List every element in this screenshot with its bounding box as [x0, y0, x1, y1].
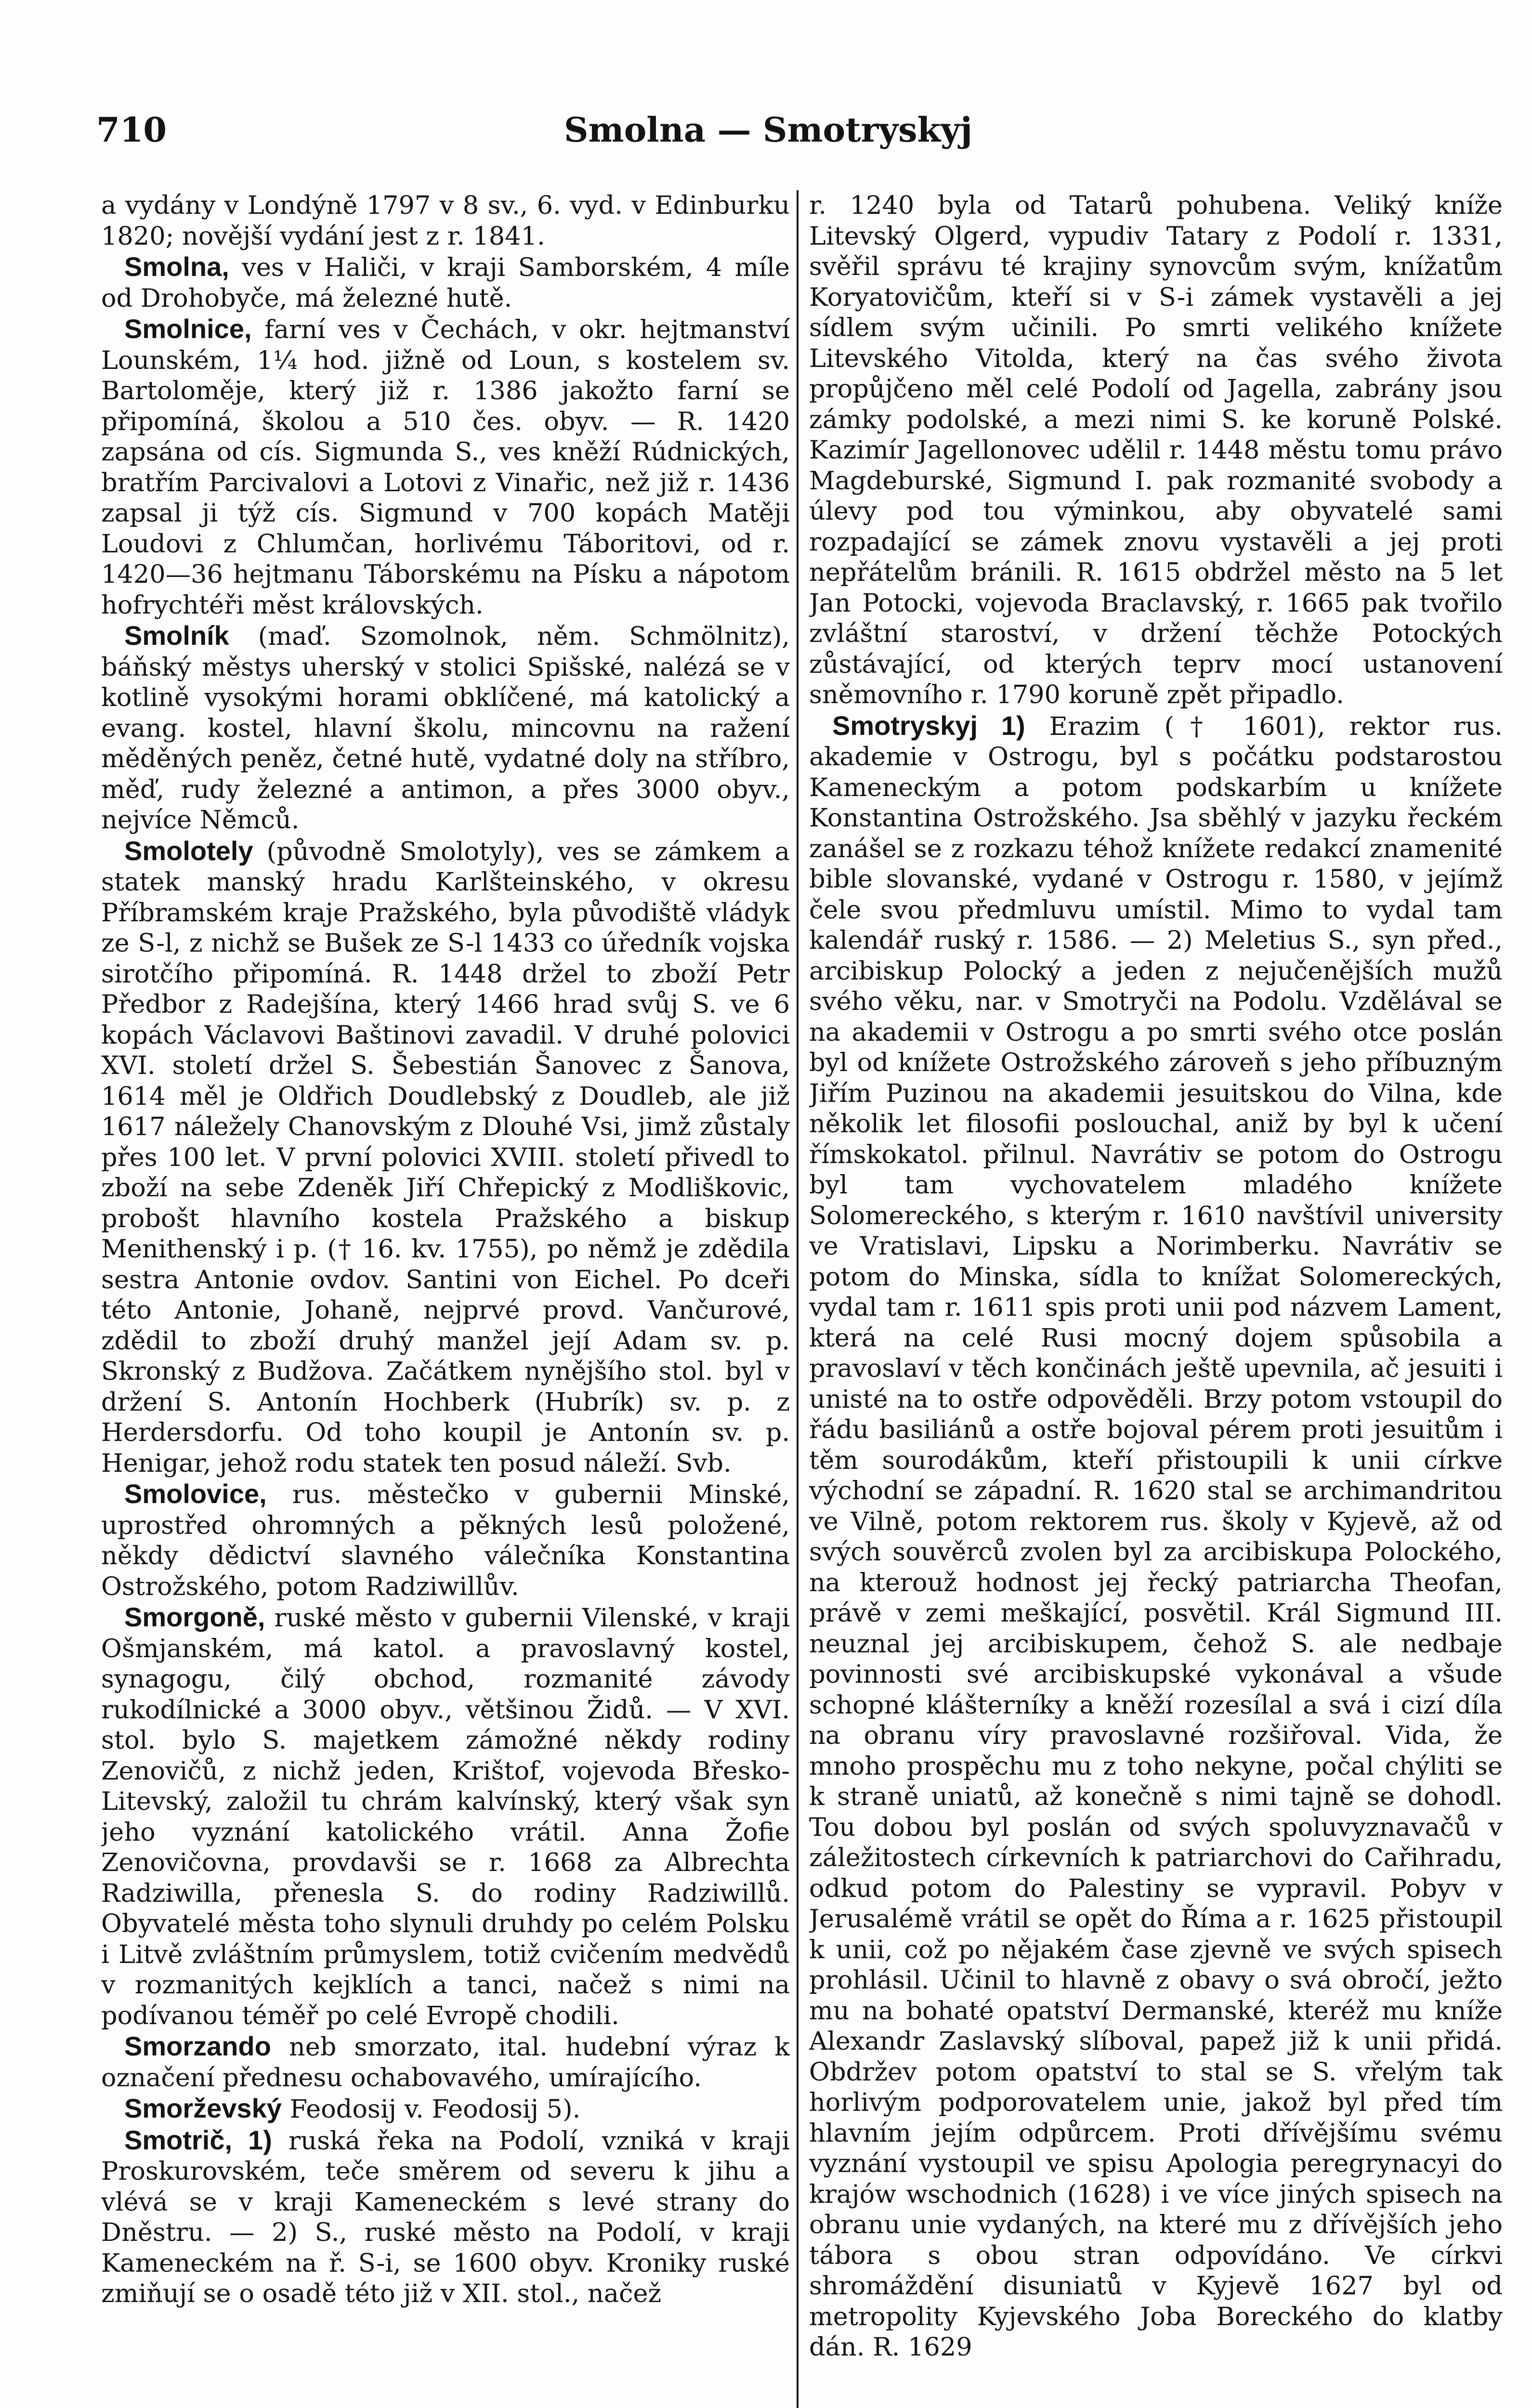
entry-headword: Smolna,	[124, 251, 229, 282]
running-title: Smolna — Smotryskyj	[564, 110, 972, 150]
dictionary-entry	[809, 710, 1503, 2363]
entry-headword: Smotrič, 1)	[124, 2124, 272, 2155]
entry-text: ruská řeka na Podolí, vzniká v kraji Proskurovském, teče směrem od severu k jihu a vlévá se v kraji Kameneckém s levé strany do Dněstru. — 2) S., ruské město na Podolí, v kraji Kameneckém na ř. S-i, se 1600 obyv. Kroniky ruské zmiňují se o osadě této již v XII. stol., načež	[101, 2126, 790, 2308]
entry-text: r. 1240 byla od Tatarů pohubena. Veliký kníže Litevský Olgerd, vypudiv Tatary z Podolí r. 1331, svěřil správu té krajiny synovcům svým, knížatům Koryatovičům, kteří si v S-i zámek vystavěli a jej sídlem svým učinili. Po smrti velikého knížete Litevského Vitolda, který na čas svého života propůjčeno měl celé Podolí od Jagella, zabrány jsou zámky podolské, a mezi nimi S. ke koruně Polské. Kazimír Jagellonovec udělil r. 1448 městu tomu právo Magdeburské, Sigmund I. pak rozmanité svobody a úlevy pod tou výminkou, aby obyvatelé sami rozpadající se zámek znovu vystavěli a jej proti nepřátelům bránili. R. 1615 obdržel město na 5 let Jan Potocki, vojevoda Braclavský, r. 1665 pak tvořilo zvláštní staroství, v držení těchže Potockých zůstávající, od kterých teprv mocí ustanovení sněmovního r. 1790 koruně zpět připadlo.	[809, 191, 1503, 709]
entry-text: rus. městečko v gubernii Minské, uprostřed ohromných a pěkných lesů položené, někdy dědictví slavného válečníka Konstantina Ostrožského, potom Radziwillův.	[101, 1480, 790, 1601]
entry-text: farní ves v Čechách, v okr. hejtmanství Lounském, 1¼ hod. jižně od Loun, s kostelem sv. Bartoloměje, který již r. 1386 jakožto farní se připomíná, školou a 510 čes. obyv. — R. 1420 zapsána od cís. Sigmunda S., ves kněží Rúdnických, bratřím Parcivalovi a Lotovi z Vinařic, než již r. 1436 zapsal ji týž cís. Sigmund v 700 kopách Matěji Loudovi z Chlumčan, horlivému Táboritovi, od r. 1420—36 hejtmanu Táborskému na Písku a nápotom hofrychtéři měst královských.	[101, 315, 790, 620]
entry-text: Erazim († 1601), rektor rus. akademie v Ostrogu, byl s počátku podstarostou Kameneckým a potom podskarbím u knížete Konstantina Ostrožského. Jsa sběhlý v jazyku řeckém zanášel se z rozkazu téhož knížete redakcí znamenité bible slovanské, vydané v Ostrogu r. 1580, v jejímž čele svou předmluvu umístil. Mimo to vydal tam kalendář ruský r. 1586. — 2) Meletius S., syn před., arcibiskup Polocký a jeden z nejučenějších mužů svého věku, nar. v Smotryči na Podolu. Vzdělával se na akademii v Ostrogu a po smrti svého otce poslán byl od knížete Ostrožského zároveň s jeho příbuzným Jiřím Puzinou na akademii jesuitskou do Vilna, kde několik let filosofii poslouchal, aniž by byl k učení římskokatol. přilnul. Navrátiv se potom do Ostrogu byl tam vychovatelem mladého knížete Solomereckého, s kterým r. 1610 navštívil university ve Vratislavi, Lipsku a Norimberku. Navrátiv se potom do Minska, sídla to knížat Solomereckých, vydal tam r. 1611 spis proti unii pod názvem Lament, která na celé Rusi mocný dojem spůsobila a pravoslaví v těch končinách ještě upevnila, ač jesuiti i unisté na to ostře odpověděli. Brzy potom vstoupil do řádu basiliánů a ostře bojoval pérem proti jesuitům i těm sourodákům, kteří přistoupili k unii církve východní se západní. R. 1620 stal se archimandritou ve Vilně, potom rektorem rus. školy v Kyjevě, až od svých souvěrců zvolen byl za arcibiskupa Polockého, na kterouž hodnost jej řecký patriarcha Theofan, právě v zemi meškající, posvětil. Král Sigmund III. neuznal jej arcibiskupem, čehož S. ale nedbaje povinnosti své arcibiskupské vykonával a všude schopné klášterníky a kněží rozesílal a svá i cizí díla na obranu víry pravoslavné rozšiřoval. Vida, že mnoho prospěchu mu z toho nekyne, počal chýliti se k straně uniatů, až konečně s nimi tajně se dohodl. Tou dobou byl poslán od svých spoluvyznavačů v záležitostech církevních k patriarchovi do Cařihradu, odkud potom do Palestiny se vypravil. Pobyv v Jerusalémě vrátil se opět do Říma a r. 1625 přistoupil k unii, což po nějakém čase zjevně ve svých spisech prohlásil. Učinil to hlavně z obavy o svá obročí, ježto mu na bohaté opatství Dermanské, kteréž mu kníže Alexandr Zaslavský slíboval, papež již k unii přidá. Obdržev potom opatství to stal se S. vřelým tak horlivým podporovatelem unie, jakož byl před tím hlavním jejím odpůrcem. Proti dřívějšímu svému vyznání vystoupil ve spisu Apologia peregrynacyi do krajów wschodnich (1628) i ve více jiných spisech na obranu unie vydaných, na které mu z dřívějších jeho tábora s obou stran odpovídáno. Ve církvi shromáždění disuniatů v Kyjevě 1627 byl od metropolity Kyjevského Joba Boreckého do klatby dán. R. 1629	[809, 711, 1503, 2362]
entry-headword: Smolník	[124, 620, 229, 651]
entry-headword: Smorževský	[124, 2093, 282, 2123]
entry-headword: Smolovice,	[124, 1479, 267, 1509]
entry-text: ruské město v gubernii Vilenské, v kraji Ošmjanském, má katol. a pravoslavný kostel, synagogu, čilý obchod, rozmanité závody rukodílnické a 3000 obyv., většinou Židů. — V XVI. stol. bylo S. majetkem zámožné někdy rodiny Zenovičů, z nichž jeden, Krištof, vojevoda Břesko-Litevský, založil tu chrám kalvínský, který však syn jeho vyznání katolického vrátil. Anna Žofie Zenovičovna, provdavši se r. 1668 za Albrechta Radziwilla, přenesla S. do rodiny Radziwillů. Obyvatelé města toho slynuli druhdy po celém Polsku i Litvě zvláštním průmyslem, totiž cvičením medvědů v rozmanitých kejklích a tanci, načež s nimi na podívanou téměř po celé Evropě chodili.	[101, 1603, 790, 2030]
dictionary-entry	[101, 620, 790, 836]
page-number: 710	[96, 110, 167, 150]
left-column	[101, 190, 790, 2408]
entry-headword: Smotryskyj 1)	[832, 710, 1025, 741]
dictionary-entry	[101, 251, 790, 314]
entry-headword: Smorzando	[124, 2031, 271, 2061]
dictionary-entry	[101, 190, 790, 251]
entry-text: a vydány v Londýně 1797 v 8 sv., 6. vyd. v Edinburku 1820; novější vydání jest z r. 1841.	[101, 191, 790, 251]
entry-text: (maď. Szomolnok, něm. Schmölnitz), báňský městys uherský v stolici Spišské, nalézá se v kotlině vysokými horami obklíčené, má katolický a evang. kostel, hlavní školu, mincovnu na ražení měděných peněz, četné hutě, vydatné doly na stříbro, měď, rudy železné a antimon, a přes 3000 obyv., nejvíce Němců.	[101, 622, 790, 835]
dictionary-entry	[101, 1602, 790, 2031]
entry-text: Feodosij v. Feodosij 5).	[289, 2094, 581, 2124]
dictionary-entry	[101, 2093, 790, 2125]
dictionary-entry	[101, 2125, 790, 2309]
entry-headword: Smolnice,	[124, 314, 252, 344]
entry-text: (původně Smolotyly), ves se zámkem a statek manský hradu Karlšteinského, v okresu Příbramském kraje Pražského, byla původiště vládyk ze S-l, z nichž se Bušek ze S-l 1433 co úředník vojska sirotčího připomíná. R. 1448 držel to zboží Petr Předbor z Radejšína, který 1466 hrad svůj S. ve 6 kopách Václavovi Baštinovi zavadil. V druhé polovici XVI. století držel S. Šebestián Šanovec z Šanova, 1614 měl je Oldřich Doudlebský z Doudleb, ale již 1617 náležely Chanovským z Dlouhé Vsi, jimž zůstaly přes 100 let. V první polovici XVIII. století přivedl to zboží na sebe Zdeněk Jiří Chřepický z Modliškovic, probošt hlavního kostela Pražského a biskup Menithenský i p. († 16. kv. 1755), po němž je zdědila sestra Antonie ovdov. Santini von Eichel. Po dceři této Antonie, Johaně, nejprvé provd. Vančurové, zdědil to zboží druhý manžel její Adam sv. p. Skronský z Budžova. Začátkem nynějšího stol. byl v držení S. Antonín Hochberk (Hubrík) sv. p. z Herdersdorfu. Od toho koupil je Antonín sv. p. Henigar, jehož rodu statek ten posud náleží. Svb.	[101, 837, 790, 1478]
entry-headword: Smorgoně,	[124, 1602, 265, 1632]
page-header	[96, 110, 1440, 163]
dictionary-entry	[101, 1479, 790, 1602]
dictionary-entry	[101, 836, 790, 1479]
entry-text: ves v Haliči, v kraji Samborském, 4 míle od Drohobyče, má železné hutě.	[101, 253, 790, 313]
dictionary-entry	[101, 314, 790, 620]
column-divider	[797, 190, 799, 2408]
dictionary-entry	[101, 2031, 790, 2093]
entry-text: neb smorzato, ital. hudební výraz k označení přednesu ochabovavého, umírajícího.	[101, 2032, 790, 2093]
dictionary-entry	[809, 190, 1503, 710]
right-column	[809, 190, 1503, 2408]
entry-headword: Smolotely	[124, 835, 253, 866]
